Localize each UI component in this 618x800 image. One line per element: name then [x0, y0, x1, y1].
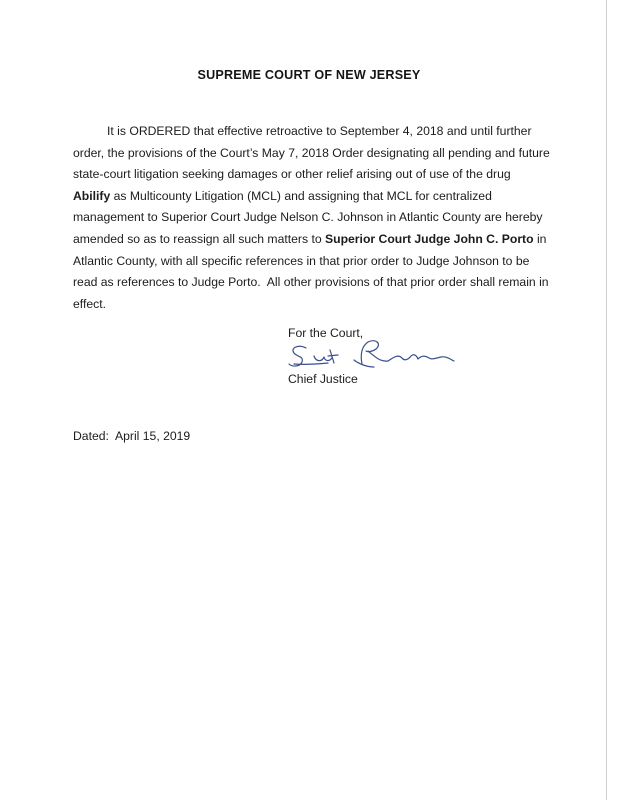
court-heading: SUPREME COURT OF NEW JERSEY: [197, 68, 421, 82]
chief-justice-label: Chief Justice: [288, 372, 358, 386]
order-text-part-3: in Atlantic County, with all specific references in that prior order to Judge Johnson to be read as references to Judge Porto. All other provisions of that prior order shall remain in effect.: [73, 231, 549, 311]
order-text: [73, 121, 551, 315]
for-the-court-label: For the Court,: [288, 326, 364, 340]
drug-name: Abilify: [73, 188, 111, 203]
reassigned-judge: Superior Court Judge John C. Porto: [325, 231, 534, 246]
order-text-part-2: as Multicounty Litigation (MCL) and assigning that MCL for centralized management to Superior Court Judge Nelson C. Johnson in Atlantic County are hereby amended so as to reassign all such matters to: [73, 188, 543, 246]
page-edge-line: [606, 0, 607, 800]
handwritten-signature: [284, 334, 464, 374]
dated-line: Dated: April 15, 2019: [73, 429, 191, 443]
order-text-part-1: It is ORDERED that effective retroactive to September 4, 2018 and until further order, the provisions of the Court’s May 7, 2018 Order designating all pending and future state-court litigation seeking damages or other relief arising out of use of the drug: [73, 124, 550, 182]
order-paragraph: [73, 121, 551, 315]
